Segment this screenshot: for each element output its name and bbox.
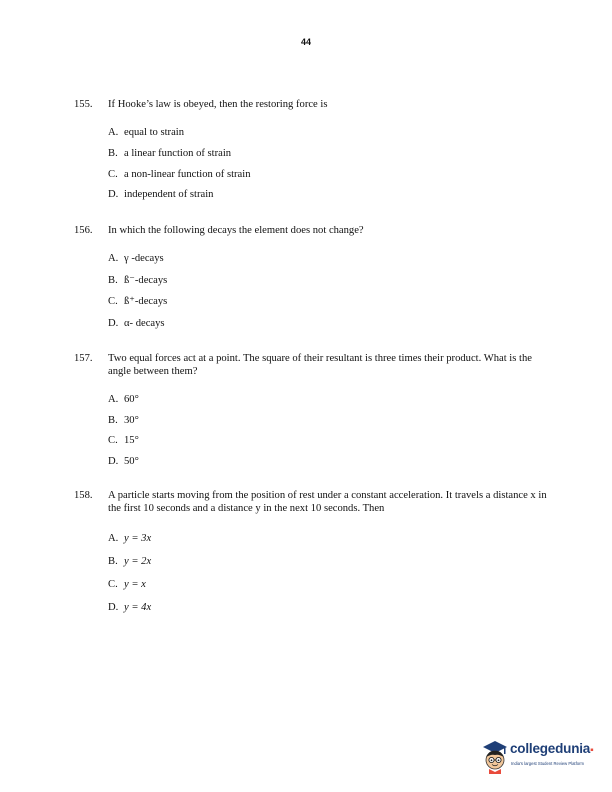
question-155 [74, 98, 554, 200]
question-156 [74, 224, 554, 329]
question-157 [74, 352, 554, 467]
option-a: A. equal to strain [108, 127, 185, 138]
question-text: In which the following decays the element does not change? [108, 225, 364, 236]
option-b: B. y = 2x [108, 556, 152, 567]
page-number: 44 [300, 37, 311, 47]
option-c: C. ß⁺-decays [108, 296, 168, 307]
option-c: C. a non-linear function of strain [108, 169, 251, 180]
option-a: A. γ -decays [108, 253, 164, 264]
logo-tagline: India's largest Student Review Platform [511, 761, 584, 766]
question-number: 155. [74, 99, 93, 110]
question-text: A particle starts moving from the position of rest under a constant acceleration. It travels a distance x in the first 10 seconds and a distance y in the next 10 seconds. Then [108, 490, 547, 514]
logo-wordmark: collegedunia▪ [510, 741, 594, 756]
option-d: D. 50° [108, 456, 139, 467]
student-mascot-icon [480, 738, 510, 774]
question-number: 157. [74, 353, 93, 364]
option-d: D. y = 4x [108, 602, 152, 613]
option-a: A. 60° [108, 394, 139, 405]
question-text: If Hooke’s law is obeyed, then the restoring force is [108, 99, 328, 110]
option-b: B. a linear function of strain [108, 148, 232, 159]
option-d: D. independent of strain [108, 189, 214, 200]
option-a: A. y = 3x [108, 533, 152, 544]
question-number: 156. [74, 225, 93, 236]
option-b: B. 30° [108, 415, 139, 426]
question-number: 158. [74, 490, 93, 501]
question-text: Two equal forces act at a point. The square of their resultant is three times their product. What is the angle between them? [108, 353, 532, 377]
option-c: C. y = x [108, 579, 146, 590]
option-c: C. 15° [108, 435, 139, 446]
option-b: B. ß⁻-decays [108, 275, 168, 286]
collegedunia-logo [480, 738, 602, 778]
question-158 [74, 489, 554, 613]
option-d: D. α- decays [108, 318, 165, 329]
